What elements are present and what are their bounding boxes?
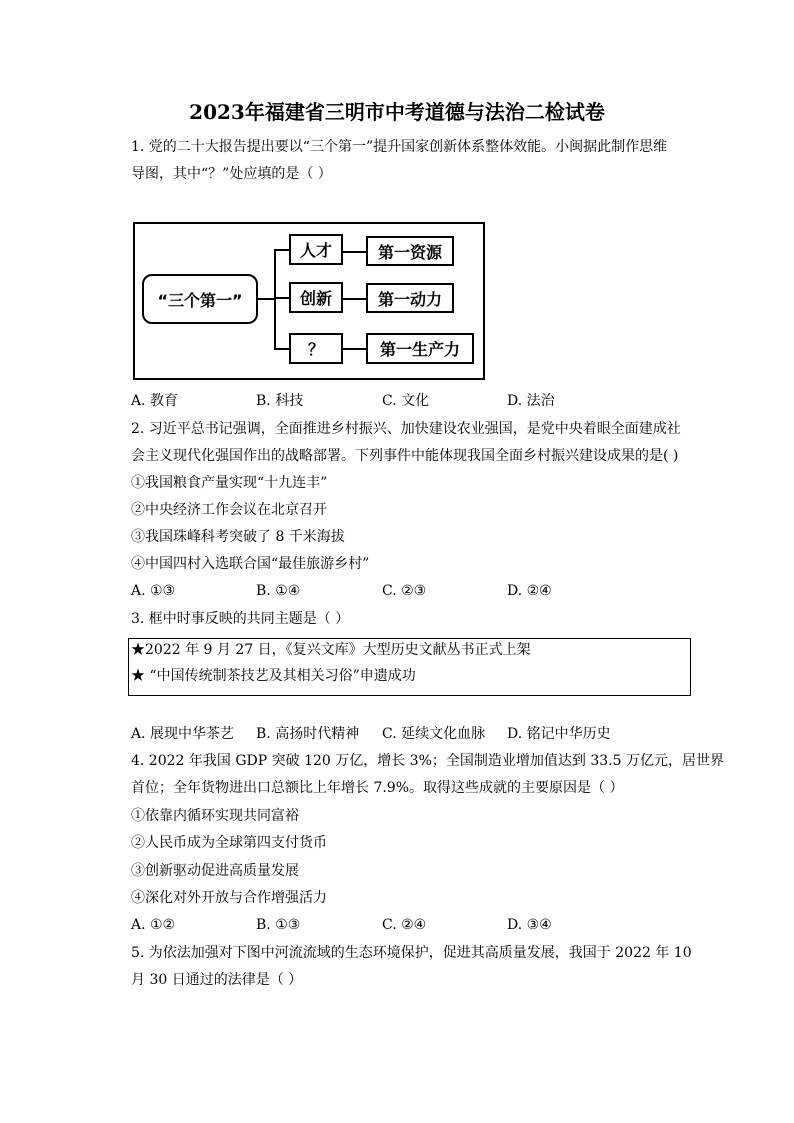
q4-option-c[interactable]: C. ②④ — [382, 917, 427, 933]
mind-map-key-unknown: ？ — [289, 333, 343, 364]
mind-map-key-innovation: 创新 — [289, 282, 343, 313]
q2-option-b[interactable]: B. ①④ — [256, 583, 301, 599]
connector — [274, 348, 289, 350]
q4-item-1: ①依靠内循环实现共同富裕 — [131, 808, 299, 824]
q2-item-3: ③我国珠峰科考突破了 8 千米海拔 — [131, 529, 345, 545]
q2-stem-line2: 会主义现代化强国作出的战略部署。下列事件中能体现我国全面乡村振兴建设成果的是( ) — [131, 448, 679, 464]
q4-item-4: ④深化对外开放与合作增强活力 — [131, 890, 327, 906]
q2-item-4: ④中国四村入选联合国“最佳旅游乡村” — [131, 556, 370, 572]
mind-map-value-productivity: 第一生产力 — [366, 333, 474, 364]
q4-stem-line1: 4. 2022 年我国 GDP 突破 120 万亿，增长 3%；全国制造业增加值达到 33.5 万亿元，居世界 — [131, 753, 724, 769]
q2-stem-line1: 2. 习近平总书记强调，全面推进乡村振兴、加快建设农业强国，是党中央着眼全面建成社 — [131, 421, 681, 437]
q4-item-3: ③创新驱动促进高质量发展 — [131, 863, 299, 879]
q3-option-d[interactable]: D. 铭记中华历史 — [507, 726, 611, 742]
q1-stem-line1: 1. 党的二十大报告提出要以“三个第一”提升国家创新体系整体效能。小闽据此制作思维 — [131, 139, 668, 155]
q3-option-c[interactable]: C. 延续文化血脉 — [382, 726, 486, 742]
q3-option-b[interactable]: B. 高扬时代精神 — [256, 726, 360, 742]
q3-option-a[interactable]: A. 展现中华茶艺 — [131, 726, 235, 742]
mind-map-value-driving-force: 第一动力 — [366, 283, 454, 313]
connector — [342, 298, 366, 300]
q1-stem-line2: 导图，其中“？”处应填的是（ ） — [131, 166, 332, 182]
connector — [274, 249, 276, 349]
mind-map-root: “三个第一” — [142, 274, 258, 324]
news-item-1: ★2022 年 9 月 27 日，《复兴文库》大型历史文献丛书正式上架 — [131, 642, 531, 658]
q5-stem-line1: 5. 为依法加强对下图中河流流域的生态环境保护，促进其高质量发展，我国于 2022 年 10 — [131, 945, 692, 961]
page-title: 2023年福建省三明市中考道德与法治二检试卷 — [189, 100, 605, 124]
q2-item-2: ②中央经济工作会议在北京召开 — [131, 502, 327, 518]
q1-option-a[interactable]: A. 教育 — [131, 393, 179, 409]
q4-stem-line2: 首位；全年货物进出口总额比上年增长 7.9%。取得这些成就的主要原因是（ ） — [131, 780, 624, 796]
q2-item-1: ①我国粮食产量实现“十九连丰” — [131, 475, 328, 491]
q2-option-c[interactable]: C. ②③ — [382, 583, 427, 599]
connector — [342, 251, 366, 253]
q4-item-2: ②人民币成为全球第四支付货币 — [131, 835, 327, 851]
connector — [342, 348, 366, 350]
q4-option-a[interactable]: A. ①② — [131, 917, 176, 933]
q4-option-b[interactable]: B. ①③ — [256, 917, 301, 933]
connector — [274, 249, 289, 251]
q1-option-b[interactable]: B. 科技 — [256, 393, 304, 409]
mind-map-key-talent: 人才 — [289, 234, 343, 265]
q4-option-d[interactable]: D. ③④ — [507, 917, 552, 933]
connector — [274, 297, 289, 299]
connector — [258, 298, 275, 300]
q2-option-d[interactable]: D. ②④ — [507, 583, 552, 599]
q3-stem: 3. 框中时事反映的共同主题是（ ） — [131, 611, 350, 627]
q5-stem-line2: 月 30 日通过的法律是（ ） — [131, 972, 303, 988]
q2-option-a[interactable]: A. ①③ — [131, 583, 176, 599]
q1-option-c[interactable]: C. 文化 — [382, 393, 430, 409]
q1-option-d[interactable]: D. 法治 — [507, 393, 555, 409]
mind-map-value-resource: 第一资源 — [366, 236, 454, 266]
news-item-2: ★ “中国传统制茶技艺及其相关习俗”申遗成功 — [131, 668, 416, 684]
